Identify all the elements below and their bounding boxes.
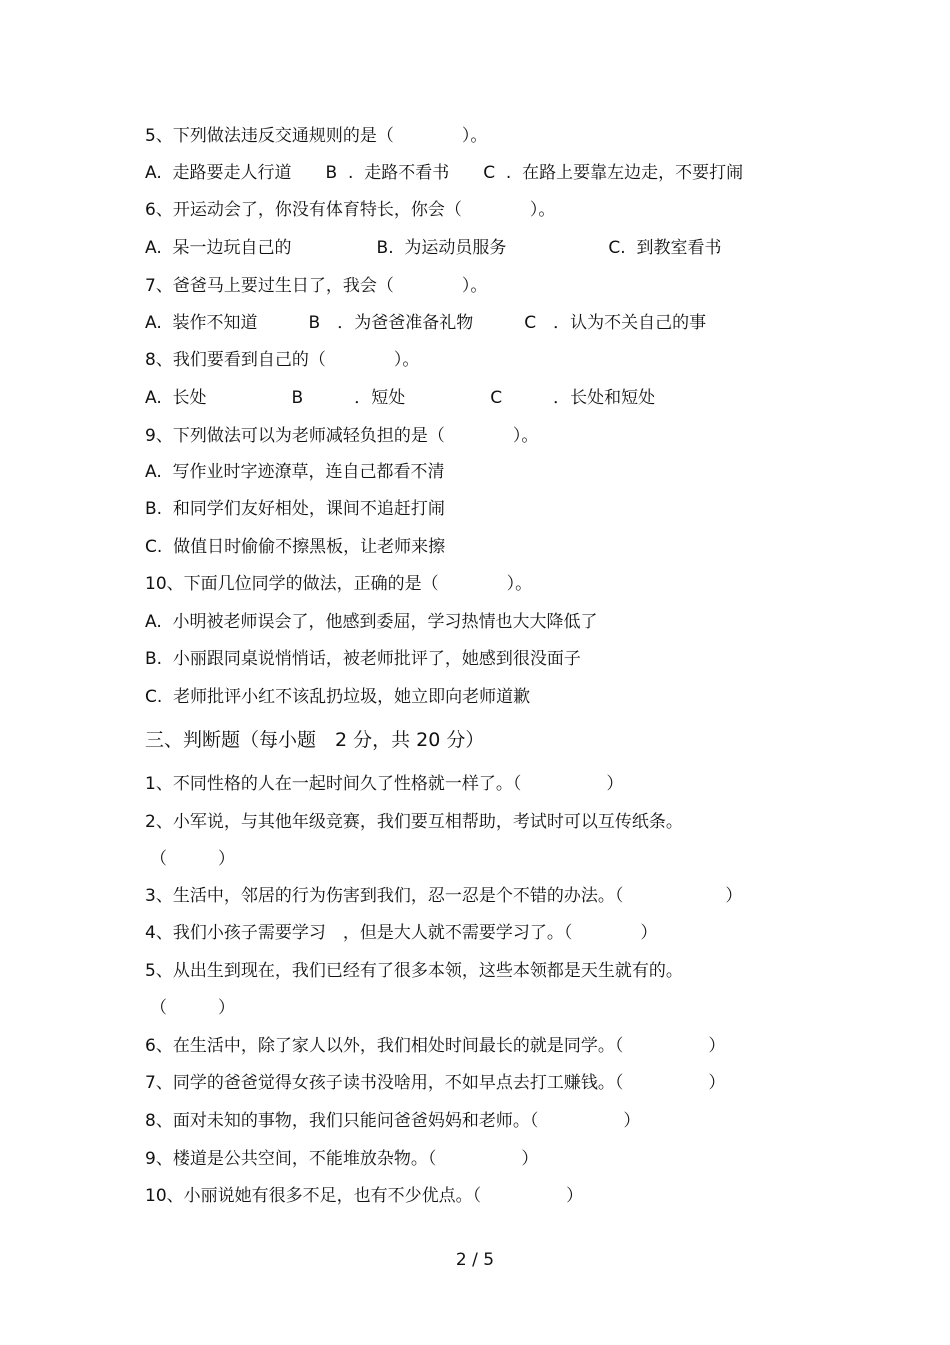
question-7-options: A. 装作不知道 B ．为爸爸准备礼物 C ．认为不关自己的事	[145, 313, 707, 333]
judge-item-9: 9、楼道是公共空间，不能堆放杂物。（ ）	[145, 1149, 539, 1169]
judge-item-10: 10、小丽说她有很多不足，也有不少优点。（ ）	[145, 1186, 584, 1206]
question-10-option-c: C. 老师批评小红不该乱扔垃圾，她立即向老师道歉	[145, 687, 531, 707]
question-5-stem: 5、下列做法违反交通规则的是（ ）。	[145, 126, 488, 146]
judge-item-2: 2、小军说，与其他年级竞赛，我们要互相帮助，考试时可以互传纸条。	[145, 812, 683, 832]
question-9-option-b: B. 和同学们友好相处，课间不追赶打闹	[145, 499, 445, 519]
question-9-stem: 9、下列做法可以为老师减轻负担的是（ ）。	[145, 426, 539, 446]
judge-item-8: 8、面对未知的事物，我们只能问爸爸妈妈和老师。（ ）	[145, 1111, 641, 1131]
judge-item-5: 5、从出生到现在，我们已经有了很多本领，这些本领都是天生就有的。	[145, 961, 683, 981]
question-8-options: A. 长处 B ．短处 C ．长处和短处	[145, 388, 656, 408]
question-8-stem: 8、我们要看到自己的（ ）。	[145, 350, 420, 370]
question-6-stem: 6、开运动会了，你没有体育特长，你会（ ）。	[145, 200, 556, 220]
page-number: 2 / 5	[455, 1250, 495, 1270]
judge-item-4: 4、我们小孩子需要学习 ，但是大人就不需要学习了。（ ）	[145, 923, 658, 943]
question-10-option-b: B. 小丽跟同桌说悄悄话，被老师批评了，她感到很没面子	[145, 649, 581, 669]
judge-item-1: 1、不同性格的人在一起时间久了性格就一样了。（ ）	[145, 774, 624, 794]
judge-item-2-blank: （ ）	[150, 849, 235, 869]
judge-item-5-blank: （ ）	[150, 998, 235, 1018]
question-6-options: A. 呆一边玩自己的 B. 为运动员服务 C. 到教室看书	[145, 238, 722, 258]
section-title-judge: 三、判断题（每小题 2 分，共 20 分）	[145, 729, 485, 751]
judge-item-6: 6、在生活中，除了家人以外，我们相处时间最长的就是同学。（ ）	[145, 1036, 726, 1056]
question-7-stem: 7、爸爸马上要过生日了，我会（ ）。	[145, 276, 488, 296]
question-10-option-a: A. 小明被老师误会了，他感到委屈，学习热情也大大降低了	[145, 612, 598, 632]
question-9-option-c: C. 做值日时偷偷不擦黑板，让老师来擦	[145, 537, 446, 557]
question-9-option-a: A. 写作业时字迹潦草，连自己都看不清	[145, 462, 445, 482]
question-10-stem: 10、下面几位同学的做法，正确的是（ ）。	[145, 574, 533, 594]
question-5-options: A. 走路要走人行道 B . 走路不看书 C . 在路上要靠左边走，不要打闹	[145, 163, 744, 183]
judge-item-7: 7、同学的爸爸觉得女孩子读书没啥用，不如早点去打工赚钱。（ ）	[145, 1073, 726, 1093]
judge-item-3: 3、生活中，邻居的行为伤害到我们，忍一忍是个不错的办法。（ ）	[145, 886, 743, 906]
